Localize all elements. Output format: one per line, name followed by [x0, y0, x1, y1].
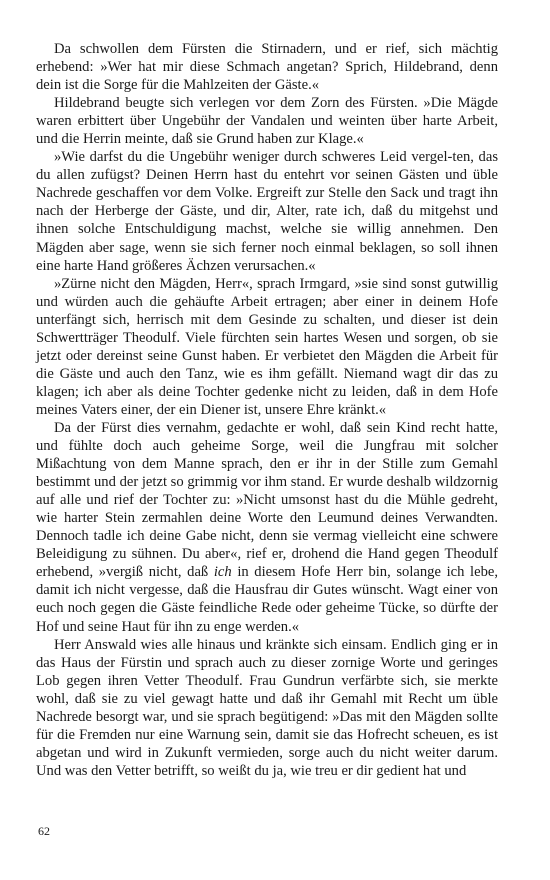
paragraph-1 [36, 40, 498, 94]
paragraph-1-text: Da schwollen dem Fürsten die Stirnadern, und er rief, sich mächtig erhebend: »Wer hat mir diese Schmach angetan? Sprich, Hildebrand, denn dein ist die Sorge für die Mahlzeiten der Gäste.« [36, 41, 498, 94]
paragraph-5-text-continued: in diesem Hofe Herr bin, solange ich lebe, damit ich nicht vergesse, daß die Hausfrau dir Gutes wünscht. Wagt einer von euch noch gegen die Gäste feindliche Rede oder geheime Tücke, so dürfte der Hof und seine Haut für ihn zu enge werden.« [36, 564, 498, 635]
body-text [36, 40, 498, 780]
paragraph-3-text: »Wie darfst du die Ungebühr weniger durch schweres Leid vergel-ten, das du allen zufügst? Deinen Herrn hast du entehrt vor seinen Gästen und üble Nachrede geschaffen vor dem Volke. Ergreift zur Stelle den Sack und tragt ihn nach der Herberge der Gäste, und dir, Alter, rate ich, daß du mitgehst und ihnen solche Entschuldigung machst, welche sie willig annehmen. Den Mägden aber sage, wenn sie sich ferner noch einmal beklagen, so soll ihnen eine harte Hand größeres Ächzen verursachen.« [36, 149, 498, 274]
paragraph-5-text: Da der Fürst dies vernahm, gedachte er wohl, daß sein Kind recht hatte, und fühlte doch auch geheime Sorge, weil die Jungfrau mit solcher Mißachtung von dem Manne sprach, den er ihr in der Stille zum Gemahl bestimmt und der jetzt so grimmig vor ihm stand. Er wurde deshalb wildzornig auf alle und rief der Tochter zu: »Nicht umsonst hast du die Mühle gedreht, wie harter Stein zermahlen deine Worte den Leumund deines Verwandten. Dennoch tadle ich deine Gabe nicht, denn sie vermag vielleicht eine schwere Beleidigung zu sühnen. Du aber«, rief er, drohend die Hand gegen Theodulf erhebend, »vergiß nicht, daß [36, 419, 498, 581]
paragraph-6 [36, 636, 498, 780]
page-number: 62 [38, 824, 50, 838]
paragraph-5 [36, 419, 498, 636]
paragraph-6-text: Herr Answald wies alle hinaus und kränkte sich einsam. Endlich ging er in das Haus der Fürstin und sprach auch zu dieser zornige Worte und geringes Lob gegen ihren Vetter Theodulf. Frau Gundrun verfärbte sich, sie merkte wohl, daß sie zu viel gewagt hatte und daß ihr Gemahl mit Recht um üble Nachrede besorgt war, und sie sprach begütigend: »Das mit den Mägden sollte für die Fremden nur eine Warnung sein, damit sie das Hofrecht scheuen, es ist abgetan und wird in Zukunft vermieden, sorge auch du nicht weiter darum. Und was den Vetter betrifft, so weißt du ja, wie treu er dir gedient hat und [36, 636, 498, 779]
emphasized-word: ich [213, 564, 232, 581]
paragraph-4-text: »Zürne nicht den Mägden, Herr«, sprach Irmgard, »sie sind sonst gutwillig und würden auch die gehäufte Arbeit ertragen; aber einer in deinem Hofe unterfängt sich, herrisch mit dem Gesinde zu schalten, und dieser ist dein Schwertträger Theodulf. Viele fürchten sein hartes Wesen und sorgen, ob sie jetzt oder dereinst seine Gunst haben. Er verbietet den Mägden die Arbeit für die Gäste und auch den Tanz, wie es ihm gefällt. Niemand wagt dir das zu klagen; ich aber als deine Tochter gedenke nicht zu leiden, daß in dem Hofe meines Vaters einer, der ein Diener ist, unsere Ehre kränkt.« [36, 275, 498, 418]
paragraph-2 [36, 94, 498, 148]
paragraph-2-text: Hildebrand beugte sich verlegen vor dem Zorn des Fürsten. »Die Mägde waren erbittert über Ungebühr der Vandalen und weinten über harte Arbeit, und die Herrin meinte, daß sie Grund haben zur Klage.« [36, 95, 498, 148]
paragraph-3 [36, 148, 498, 274]
paragraph-4 [36, 275, 498, 419]
